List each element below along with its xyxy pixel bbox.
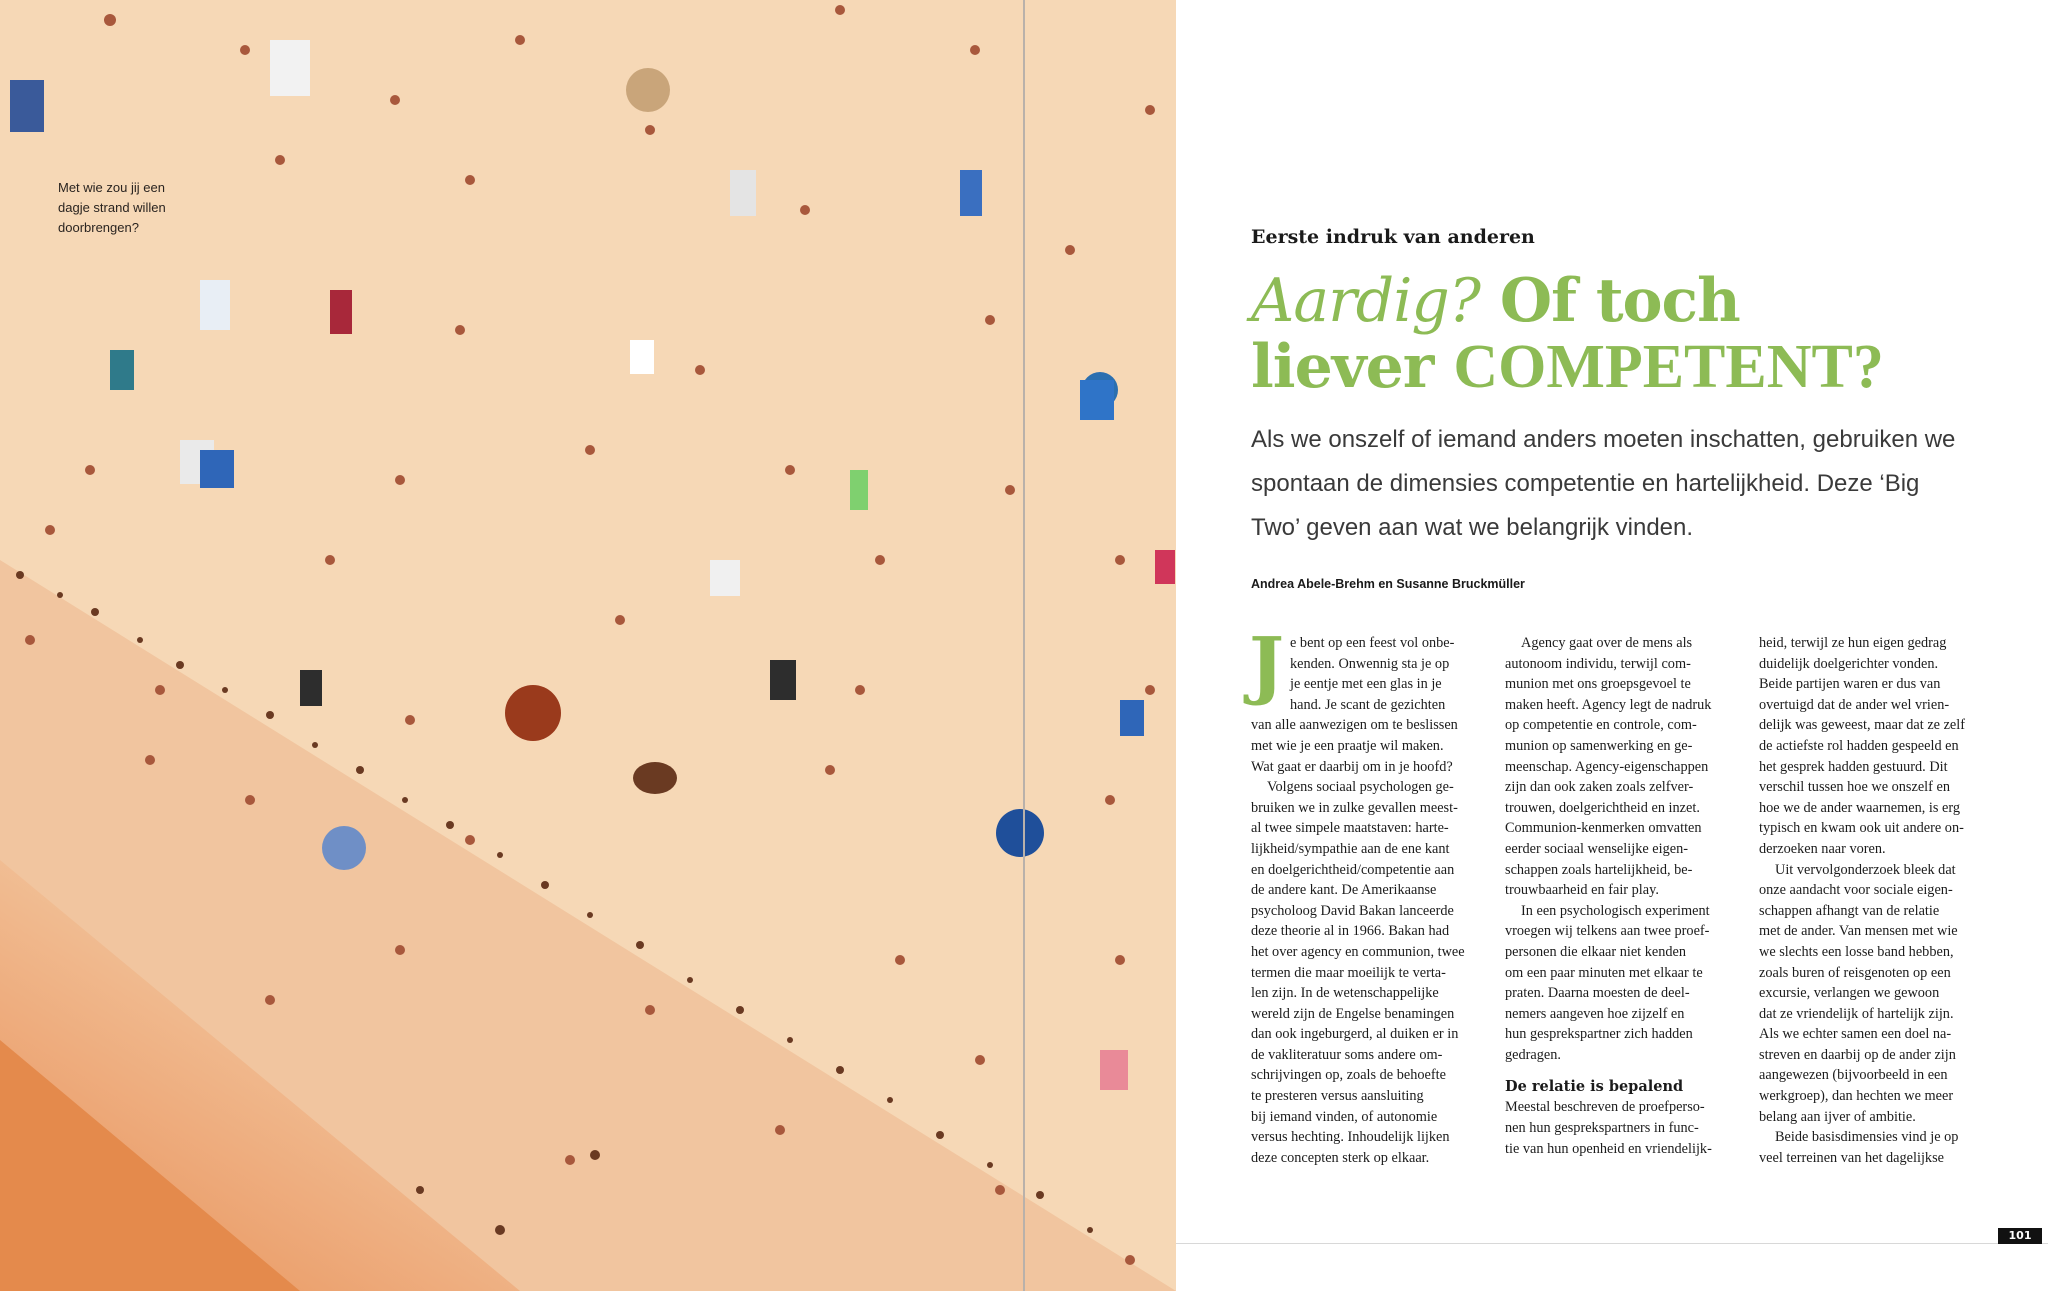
- headline-word-4: COMPETENT?: [1453, 333, 1884, 401]
- headline: [1251, 268, 2031, 400]
- paragraph: Volgens sociaal psychologen ge- bruiken we in zulke gevallen meest- al twee simpele maatstaven: harte- lijkheid/sympathie aan de ene kant en doelgerichtheid/competentie aan de andere kant. De Amerikaanse psycholoog David Bakan lanceerde deze theorie al in 1966. Bakan had het over agency en communion, twee termen die maar moeilijk te verta- len zijn. In de wetenschappelijke wereld zijn de Engelse benamingen dan ook ingeburgerd, al duiken er in de vakliteratuur soms andere om- schrijvingen op, zoals de behoefte te presteren versus aansluiting bij iemand vinden, of autonomie versus hechting. Inhoudelijk lijken deze concepten sterk op elkaar.: [1251, 779, 1465, 1166]
- page-number: 101: [1998, 1228, 2042, 1244]
- paragraph: heid, terwijl ze hun eigen gedrag duidelijk doelgerichter vonden. Beide partijen waren er dus van overtuigd dat de ander wel vrien- delijk was geweest, maar dat ze zelf de actiefste rol hadden gespeeld en het gesprek hadden gestuurd. Dit verschil tussen hoe we onszelf en hoe we de ander waarnemen, is erg typisch en kwam ook uit andere on- derzoeken naar voren.: [1759, 635, 1966, 857]
- text-column-2: [1505, 633, 1741, 1159]
- lede: Als we onszelf of iemand anders moeten inschatten, gebruiken we spontaan de dimensies competentie en hartelijkheid. Deze ‘Big Two’ geven aan wat we belangrijk vinden.: [1251, 426, 1956, 541]
- paragraph: In een psychologisch experiment vroegen wij telkens aan twee proef- personen die elkaar niet kenden om een paar minuten met elkaar te praten. Daarna moesten de deel- nemers aangeven hoe zijzelf en hun gesprekspartner zich hadden gedragen.: [1505, 902, 1710, 1063]
- drop-cap: J: [1249, 622, 1285, 708]
- headline-word-3: liever: [1251, 332, 1434, 402]
- article-page: [1176, 0, 2048, 1291]
- paragraph: Uit vervolgonderzoek bleek dat onze aandacht voor sociale eigen- schappen afhangt van de relatie met de ander. Van mensen met wie we slechts een losse band hebben, zoals buren of reisgenoten op een excursie, verlangen we gewoon dat ze vriendelijk of hartelijk zijn. Als we echter samen een doel na- streven en daarbij op de ander zijn aangewezen (bijvoorbeeld in een werkgroep), dan hechten we meer belang aan ijver of ambitie.: [1759, 861, 1958, 1125]
- paragraph: Agency gaat over de mens als autonoom individu, terwijl com- munion met ons groepsgevoel te maken heeft. Agency legt de nadruk op competentie en controle, com- munion op samenwerking en ge- meenschap. Agency-eigenschappen zijn dan ook zaken zoals zelfver- trouwen, doelgerichtheid en inzet. Communion-kenmerken omvatten eerder sociaal wenselijke eigen- schappen zoals hartelijkheid, be- trouwbaarheid en fair play.: [1505, 635, 1712, 899]
- headline-word-2: Of toch: [1499, 266, 1740, 336]
- photo-caption: Met wie zou jij een dagje strand willen doorbrengen?: [58, 180, 166, 235]
- subhead: De relatie is bepalend: [1505, 1078, 1684, 1096]
- paragraph: Meestal beschreven de proefperso- nen hun gesprekspartners in func- tie van hun openheid en vriendelijk-: [1505, 1099, 1712, 1157]
- kicker: Eerste indruk van anderen: [1251, 226, 1535, 248]
- text-column-1: [1249, 622, 1487, 1168]
- page-rule: [1176, 1243, 2048, 1244]
- headline-word-1: Aardig?: [1251, 266, 1480, 336]
- paragraph: Beide basisdimensies vind je op veel terreinen van het dagelijkse: [1759, 1129, 1959, 1166]
- text-column-3: [1759, 633, 1995, 1168]
- paragraph: [1249, 622, 1487, 777]
- byline: Andrea Abele-Brehm en Susanne Bruckmüller: [1251, 577, 1525, 591]
- paragraph-text: e bent op een feest vol onbe- kenden. Onwennig sta je op je eentje met een glas in je hand. Je scant de gezichten van alle aanwezigen om te beslissen met wie je een praatje wil maken. Wat gaat er daarbij om in je hoofd?: [1251, 635, 1458, 775]
